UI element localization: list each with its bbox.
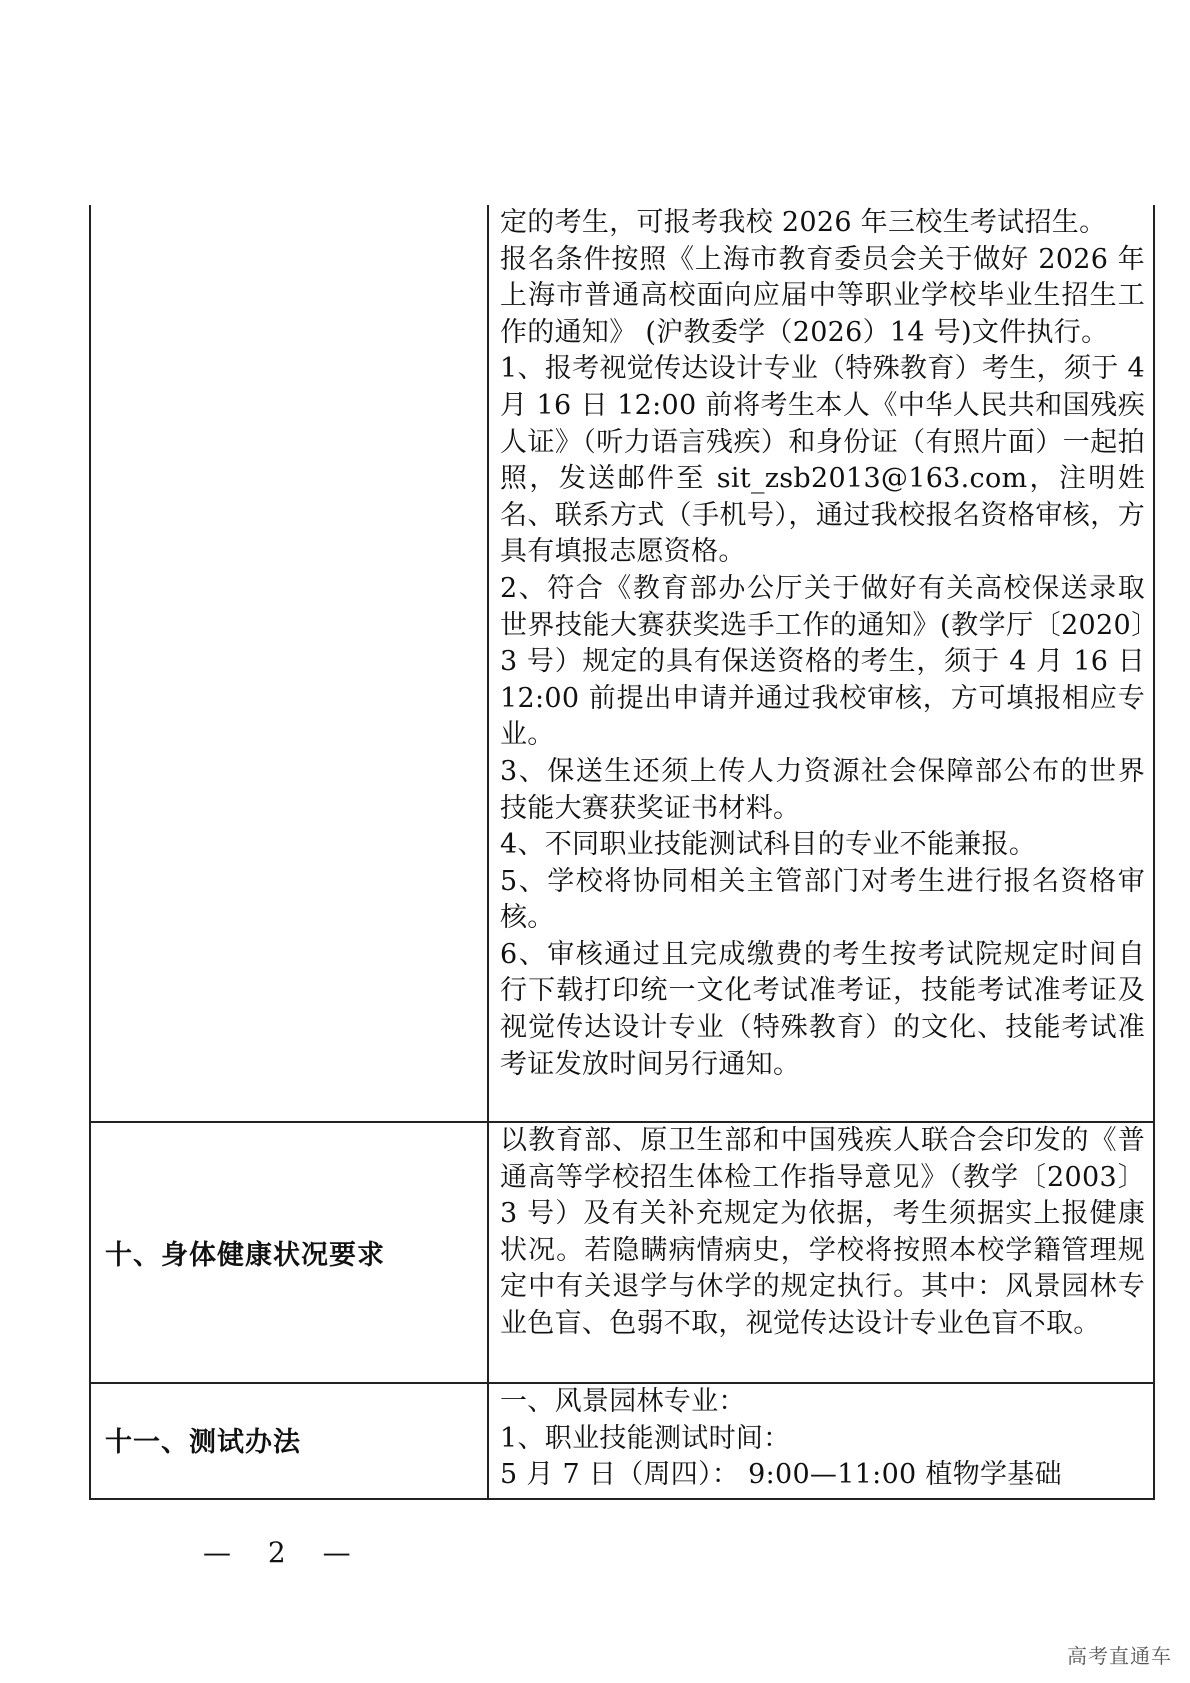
row-heading-cell	[90, 205, 488, 1122]
table-row	[90, 1383, 1154, 1499]
page-number: — 2 —	[203, 1536, 365, 1569]
row-content-cell	[488, 1122, 1154, 1383]
paragraph: 1、职业技能测试时间：	[500, 1422, 791, 1454]
row-heading: 十一、测试办法	[105, 1426, 301, 1458]
row-content-cell	[488, 205, 1154, 1122]
row-heading-cell	[90, 1122, 488, 1383]
table-row	[90, 205, 1154, 1122]
requirements-table	[89, 205, 1155, 1500]
row-heading-cell	[90, 1383, 488, 1499]
paragraph: 定的考生，可报考我校 2026 年三校生考试招生。	[500, 207, 1107, 238]
paragraph: 6、审核通过且完成缴费的考生按考试院规定时间自行下载打印统一文化考试准考证，技能考试准考证及视觉传达设计专业（特殊教育）的文化、技能考试准考证发放时间另行通知。	[500, 938, 1145, 1080]
paragraph: 5、学校将协同相关主管部门对考生进行报名资格审核。	[500, 865, 1145, 934]
paragraph: 5 月 7 日（周四）： 9:00—11:00 植物学基础	[500, 1459, 1062, 1491]
paragraph: 2、符合《教育部办公厅关于做好有关高校保送录取世界技能大赛获奖选手工作的通知》(教学厅〔2020〕3 号）规定的具有保送资格的考生，须于 4 月 16 日 12:00 前提出申请并通过我校审核，方可填报相应专业。	[500, 572, 1145, 751]
table-row	[90, 1122, 1154, 1383]
watermark-text: 高考直通车	[1067, 1644, 1172, 1668]
paragraph: 报名条件按照《上海市教育委员会关于做好 2026 年上海市普通高校面向应届中等职业学校毕业生招生工作的通知》 (沪教委学（2026）14 号)文件执行。	[500, 243, 1145, 348]
row-content-cell	[488, 1383, 1154, 1499]
paragraph: 以教育部、原卫生部和中国残疾人联合会印发的《普通高等学校招生体检工作指导意见》（教学〔2003〕3 号）及有关补充规定为依据，考生须据实上报健康状况。若隐瞒病情病史，学校将按照本校学籍管理规定中有关退学与休学的规定执行。其中：风景园林专业色盲、色弱不取，视觉传达设计专业色盲不取。	[500, 1125, 1145, 1339]
paragraph: 一、风景园林专业：	[500, 1386, 746, 1417]
paragraph: 3、保送生还须上传人力资源社会保障部公布的世界技能大赛获奖证书材料。	[500, 755, 1145, 824]
row-heading: 十、身体健康状况要求	[105, 1240, 385, 1271]
paragraph: 4、不同职业技能测试科目的专业不能兼报。	[500, 829, 1037, 861]
paragraph: 1、报考视觉传达设计专业（特殊教育）考生，须于 4 月 16 日 12:00 前将考生本人《中华人民共和国残疾人证》（听力语言残疾）和身份证（有照片面）一起拍照，发送邮件至 sit_zsb2013@163.com，注明姓名、联系方式（手机号），通过我校报名资格审核，方具有填报志愿资格。	[500, 353, 1145, 568]
